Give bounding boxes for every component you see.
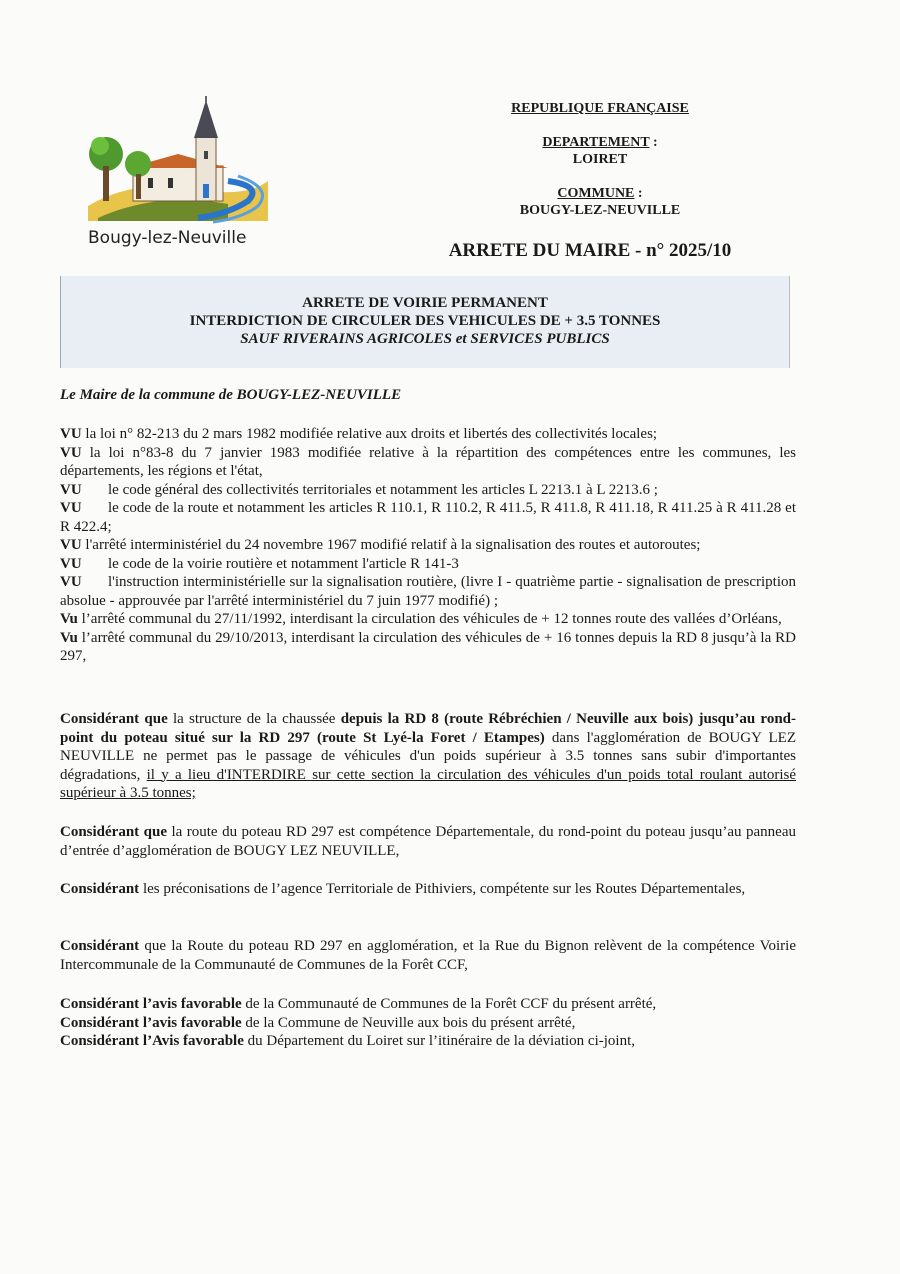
departement-value: LOIRET: [572, 152, 628, 167]
republique-heading: REPUBLIQUE FRANÇAISE: [511, 101, 689, 116]
considerant-5: Considérant l’avis favorable de la Communauté de Communes de la Forêt CCF du présent arrêté,: [60, 996, 657, 1012]
commune-value: BOUGY-LEZ-NEUVILLE: [519, 203, 681, 218]
departement-label: DEPARTEMENT: [542, 135, 650, 150]
intro-line: Le Maire de la commune de BOUGY-LEZ-NEUVILLE: [60, 387, 402, 403]
title-line-3: SAUF RIVERAINS AGRICOLES et SERVICES PUBLICS: [240, 331, 610, 347]
title-line-1: ARRETE DE VOIRIE PERMANENT: [302, 295, 548, 311]
vu-item: Vu l’arrêté communal du 29/10/2013, interdisant la circulation des véhicules de + 16 tonnes depuis la RD 8 jusqu’à la RD 297,: [60, 629, 796, 664]
commune-label: COMMUNE: [557, 186, 635, 201]
vu-item: VU le code de la voirie routière et notamment l'article R 141-3: [60, 555, 459, 572]
title-line-2: INTERDICTION DE CIRCULER DES VEHICULES DE + 3.5 TONNES: [189, 313, 661, 329]
title-box: [60, 276, 790, 368]
commune-block: COMMUNE : BOUGY-LEZ-NEUVILLE: [519, 186, 681, 218]
vu-item: VU l'instruction interministérielle sur la signalisation routière, (livre I - quatrième partie - signalisation de prescription absolue - approuvée par l'arrêté interministériel du 7 juin 1977 modifié) ;: [60, 574, 796, 609]
vu-item: VU le code général des collectivités territoriales et notamment les articles L 2213.1 à L 2213.6 ;: [60, 481, 658, 498]
logo-caption: Bougy-lez-Neuville: [88, 228, 247, 248]
arrete-number: ARRETE DU MAIRE - n° 2025/10: [448, 240, 732, 261]
considerant-avis-list: [60, 995, 796, 1051]
considerant-7: Considérant l’Avis favorable du Département du Loiret sur l’itinéraire de la déviation ci-joint,: [60, 1033, 636, 1049]
vu-item: VU l'arrêté interministériel du 24 novembre 1967 modifié relatif à la signalisation des routes et autoroutes;: [60, 537, 701, 553]
vu-item: VU le code de la route et notamment les articles R 110.1, R 110.2, R 411.5, R 411.8, R 411.18, R 411.25 à R 411.28 et R 422.4;: [60, 500, 796, 535]
vu-list: [60, 425, 796, 666]
church-landscape-icon: [78, 96, 278, 226]
considerant-6: Considérant l’avis favorable de la Commune de Neuville aux bois du présent arrêté,: [60, 1014, 576, 1031]
commune-logo: [78, 96, 278, 256]
departement-block: DEPARTEMENT : LOIRET: [542, 135, 658, 167]
vu-item: VU la loi n° 82-213 du 2 mars 1982 modifiée relative aux droits et libertés des collectivités locales;: [60, 426, 658, 442]
considerant-4: Considérant que la Route du poteau RD 297 en agglomération, et la Rue du Bignon relèvent de la compétence Voirie Intercommunale de la Communauté de Communes de la Forêt CCF,: [60, 938, 796, 973]
considerant-3: Considérant les préconisations de l’agence Territoriale de Pithiviers, compétente sur les Routes Départementales,: [60, 881, 746, 897]
vu-item: VU la loi n°83-8 du 7 janvier 1983 modifiée relative à la répartition des compétences entre les communes, les départements, les régions et l'état,: [60, 444, 796, 479]
considerant-1: Considérant que la structure de la chaussée depuis la RD 8 (route Rébréchien / Neuville aux bois) jusqu’au rond-point du poteau situé sur la RD 297 (route St Lyé-la Foret / Etampes) dans l'agglomération de BOUGY LEZ NEUVILLE ne permet pas le passage de véhicules d'un poids supérieur à 3.5 tonnes sans subir d'importantes dégradations, il y a lieu d'INTERDIRE sur cette section la circulation des véhicules d'un poids total roulant autorisé supérieur à 3.5 tonnes;: [60, 711, 796, 801]
vu-item: Vu l’arrêté communal du 27/11/1992, interdisant la circulation des véhicules de + 12 tonnes route des vallées d’Orléans,: [60, 611, 782, 627]
considerant-2: Considérant que la route du poteau RD 297 est compétence Départementale, du rond-point du poteau jusqu’au panneau d’entrée d’agglomération de BOUGY LEZ NEUVILLE,: [60, 824, 796, 859]
